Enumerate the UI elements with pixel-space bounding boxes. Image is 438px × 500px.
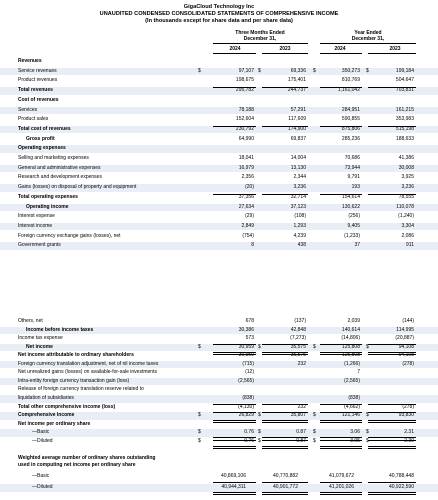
s2-value-col2: 232 bbox=[297, 360, 306, 367]
s2-value-col3: (1,266) bbox=[344, 360, 360, 367]
s2-value-col3: 121,146 bbox=[341, 412, 360, 419]
dollar-sign: $ bbox=[258, 437, 261, 444]
s2-value-col1: (715) bbox=[242, 360, 254, 367]
year-underline-1 bbox=[213, 53, 256, 54]
double-rule bbox=[262, 446, 308, 449]
s1-value-col4: 504,647 bbox=[395, 77, 414, 84]
s1-row bbox=[0, 58, 438, 66]
s1-value-col3: 73,944 bbox=[344, 164, 360, 171]
s1-label: Operating expenses bbox=[18, 145, 66, 152]
page-gap bbox=[0, 253, 438, 315]
dollar-sign: $ bbox=[313, 343, 316, 350]
total-rule bbox=[213, 87, 256, 88]
s2-value-col4: 2.30 bbox=[404, 437, 414, 444]
s1-row bbox=[0, 87, 438, 95]
s2-label: Release of foreign currency translation reserve related to bbox=[18, 386, 144, 393]
total-rule bbox=[213, 194, 256, 195]
s2-label: liquidation of subsidiaries bbox=[18, 394, 74, 401]
year-col-2: 2023 bbox=[279, 46, 291, 52]
s2-label: Income before income taxes bbox=[26, 326, 94, 333]
company-name: GigaCloud Technology Inc bbox=[183, 4, 255, 10]
s1-value-col1: 198,675 bbox=[235, 77, 254, 84]
s2-value-col2: (137) bbox=[294, 318, 306, 324]
s2-value-col3: (2,565) bbox=[344, 377, 360, 384]
total-rule bbox=[320, 344, 362, 345]
s1-value-col1: (20) bbox=[245, 184, 254, 191]
s2-value-col3: 140,614 bbox=[341, 326, 360, 333]
s1-row bbox=[0, 213, 438, 221]
s2-label: Comprehensive Income bbox=[18, 412, 75, 419]
s1-row bbox=[0, 107, 438, 115]
s2-label: Net income attributable to ordinary shareholders bbox=[18, 352, 134, 359]
s1-value-col3: (1,233) bbox=[344, 232, 360, 239]
weighted-diluted-1: 40,944,311 bbox=[221, 484, 246, 490]
s2-value-col4: 94,108 bbox=[398, 343, 414, 350]
s1-label: Services bbox=[18, 106, 38, 113]
total-rule bbox=[368, 87, 416, 88]
s1-value-col1: (754) bbox=[242, 232, 254, 239]
s2-row bbox=[0, 318, 438, 326]
three-months-underline bbox=[213, 43, 308, 44]
s1-label: Operating income bbox=[26, 203, 69, 210]
s1-label: Cost of revenues bbox=[18, 96, 59, 103]
total-rule bbox=[262, 126, 308, 127]
total-rule bbox=[213, 412, 256, 413]
year-col-1: 2024 bbox=[229, 46, 241, 52]
s1-value-col2: 69,837 bbox=[290, 135, 306, 142]
s2-label: Total other comprehensive income (loss) bbox=[18, 403, 116, 410]
s1-value-col3: 70,686 bbox=[344, 155, 360, 161]
s2-row bbox=[0, 352, 438, 360]
s2-value-col2: 232 bbox=[297, 403, 306, 410]
s2-value-col3: 3.05 bbox=[350, 437, 360, 444]
s1-value-col3: 130,622 bbox=[341, 203, 360, 210]
total-rule bbox=[213, 344, 256, 345]
s1-value-col3: 37 bbox=[354, 242, 360, 249]
s1-value-col2: 4,239 bbox=[293, 232, 306, 239]
s1-value-col2: 1,293 bbox=[293, 222, 306, 229]
total-rule bbox=[368, 126, 416, 127]
year-col-4: 2023 bbox=[389, 46, 401, 52]
s2-value-col1: 573 bbox=[245, 335, 254, 342]
s1-value-col2: 3,236 bbox=[293, 184, 306, 191]
s2-value-col3: 3.06 bbox=[350, 429, 360, 436]
s2-value-col3: (4,662) bbox=[344, 403, 360, 410]
s1-value-col2: 69,336 bbox=[290, 67, 306, 74]
s1-label: General and administrative expenses bbox=[18, 164, 101, 171]
three-months-header: Three Months Ended bbox=[235, 30, 285, 36]
s1-value-col2: 2,344 bbox=[293, 174, 306, 181]
s2-value-col2: 35,575 bbox=[290, 343, 306, 350]
dollar-sign: $ bbox=[198, 437, 201, 444]
s1-value-col3: 193 bbox=[351, 184, 360, 191]
s2-value-col1: 30,959 bbox=[238, 352, 254, 359]
s1-value-col1: 230,792 bbox=[235, 125, 254, 132]
s1-value-col1: 295,782 bbox=[235, 87, 254, 94]
weighted-basic-row bbox=[0, 473, 438, 481]
s2-row bbox=[0, 327, 438, 335]
s1-value-col2: 244,737 bbox=[287, 87, 306, 94]
total-rule bbox=[320, 126, 362, 127]
s1-value-col4: 3,925 bbox=[401, 174, 414, 181]
s1-value-col4: 3,304 bbox=[401, 222, 414, 229]
dollar-sign: $ bbox=[258, 343, 261, 350]
double-rule bbox=[368, 446, 416, 449]
s1-value-col4: 3,236 bbox=[401, 184, 414, 191]
s1-row bbox=[0, 126, 438, 134]
s2-label: Intra-entity foreign currency transaction gain (loss) bbox=[18, 377, 130, 384]
total-rule bbox=[368, 344, 416, 345]
s2-value-col1: 0.76 bbox=[244, 429, 254, 436]
year-ended-header: Year Ended bbox=[354, 30, 382, 36]
year-underline-4 bbox=[368, 53, 416, 54]
s1-value-col2: 57,291 bbox=[290, 106, 306, 113]
s1-row bbox=[0, 136, 438, 144]
s2-value-col1: 30,959 bbox=[238, 343, 254, 350]
three-months-date: December 31, bbox=[243, 36, 277, 42]
total-rule bbox=[320, 194, 362, 195]
total-rule bbox=[368, 412, 416, 413]
double-rule bbox=[213, 446, 256, 449]
s1-label: Gross profit bbox=[26, 135, 55, 142]
s2-row bbox=[0, 429, 438, 437]
s2-value-col4: (278) bbox=[402, 360, 414, 367]
s2-label: Foreign currency translation adjustment, net of nil income taxes bbox=[18, 360, 159, 367]
s1-value-col4: 110,078 bbox=[396, 203, 414, 210]
s1-value-col1: 78,188 bbox=[238, 106, 254, 113]
s2-row bbox=[0, 369, 438, 377]
weighted-diluted-label: —Diluted bbox=[32, 484, 53, 490]
dollar-sign: $ bbox=[258, 67, 261, 74]
weighted-basic-label: —Basic bbox=[32, 473, 50, 479]
s1-label: Foreign currency exchange gains (losses), net bbox=[18, 232, 121, 239]
s1-value-col4: 78,555 bbox=[398, 193, 414, 200]
weighted-label-2: used in computing net income per ordinary share bbox=[18, 462, 136, 468]
s1-label: Research and development expenses bbox=[18, 174, 102, 181]
s1-label: Product sales bbox=[18, 116, 49, 123]
s1-value-col1: 37,356 bbox=[238, 193, 254, 200]
s1-row bbox=[0, 165, 438, 173]
s1-row bbox=[0, 68, 438, 76]
s1-value-col1: 8 bbox=[251, 242, 254, 249]
dollar-sign: $ bbox=[366, 429, 369, 436]
s1-value-col3: (256) bbox=[348, 213, 360, 220]
year-ended-underline bbox=[320, 43, 416, 44]
s2-value-col1: (2,565) bbox=[238, 377, 254, 384]
weighted-basic-2: 40,770,882 bbox=[272, 473, 298, 479]
s2-value-col2: 35,807 bbox=[290, 412, 306, 419]
s2-value-col3: (838) bbox=[348, 394, 360, 401]
s1-row bbox=[0, 233, 438, 241]
s1-row bbox=[0, 184, 438, 192]
s1-value-col3: 284,951 bbox=[341, 106, 360, 113]
s1-row bbox=[0, 155, 438, 163]
s1-label: Total operating expenses bbox=[18, 193, 78, 200]
wb-line-3 bbox=[320, 482, 362, 483]
s1-label: Interest expense bbox=[18, 213, 55, 220]
s1-value-col4: (1,240) bbox=[398, 213, 414, 220]
s2-value-col1: 30,386 bbox=[238, 326, 254, 333]
s2-row bbox=[0, 421, 438, 429]
s1-row bbox=[0, 242, 438, 250]
wd-line-4 bbox=[368, 492, 416, 495]
total-rule bbox=[262, 404, 308, 405]
s1-value-col1: 2,356 bbox=[241, 174, 254, 181]
s2-value-col4: 2.31 bbox=[404, 429, 414, 436]
total-rule bbox=[320, 87, 362, 88]
s1-value-col4: 703,831 bbox=[395, 87, 414, 94]
s1-value-col4: 41,386 bbox=[398, 155, 414, 161]
s2-row bbox=[0, 438, 438, 446]
s1-value-col4: 515,198 bbox=[395, 125, 414, 132]
s1-value-col4: 2,086 bbox=[401, 232, 414, 239]
s1-value-col2: 37,123 bbox=[290, 203, 306, 210]
s2-value-col2: 42,848 bbox=[290, 326, 306, 333]
s1-row bbox=[0, 223, 438, 231]
s2-value-col1: (4,130) bbox=[238, 403, 254, 410]
dollar-sign: $ bbox=[198, 412, 201, 419]
s1-row bbox=[0, 145, 438, 153]
total-rule bbox=[320, 404, 362, 405]
s2-label: Others, net bbox=[18, 318, 43, 324]
s1-value-col3: 875,806 bbox=[341, 125, 360, 132]
s1-value-col2: 174,900 bbox=[287, 125, 306, 132]
s2-value-col2: 0.87 bbox=[296, 429, 306, 436]
dollar-sign: $ bbox=[313, 67, 316, 74]
s1-row bbox=[0, 97, 438, 105]
wb-line-4 bbox=[368, 482, 416, 483]
total-rule bbox=[262, 344, 308, 345]
weighted-diluted-3: 41,201,026 bbox=[328, 484, 354, 490]
s1-value-col2: 13,130 bbox=[290, 164, 306, 171]
s1-value-col1: 2,849 bbox=[241, 222, 254, 229]
s1-value-col1: 152,604 bbox=[235, 116, 254, 123]
dollar-sign: $ bbox=[366, 412, 369, 419]
s2-row bbox=[0, 361, 438, 369]
dollar-sign: $ bbox=[198, 429, 201, 436]
weighted-diluted-row bbox=[0, 484, 438, 492]
s2-value-col4: (278) bbox=[402, 403, 414, 410]
s1-value-col2: 175,401 bbox=[287, 77, 306, 84]
s1-value-col3: 1,161,042 bbox=[337, 87, 360, 94]
s1-value-col2: 14,004 bbox=[290, 155, 306, 161]
s2-value-col1: (12) bbox=[245, 369, 254, 376]
s2-row bbox=[0, 378, 438, 386]
year-col-3: 2024 bbox=[334, 46, 346, 52]
total-rule bbox=[368, 194, 416, 195]
s1-value-col3: 590,855 bbox=[341, 116, 360, 123]
s1-value-col1: 27,634 bbox=[238, 203, 254, 210]
s2-value-col2: (7,273) bbox=[290, 335, 306, 342]
s1-value-col2: 438 bbox=[297, 242, 306, 249]
s1-value-col1: 64,990 bbox=[238, 135, 254, 142]
s2-value-col3: 125,808 bbox=[341, 352, 360, 359]
weighted-diluted-4: 40,922,590 bbox=[388, 484, 414, 490]
s1-value-col4: 353,983 bbox=[395, 116, 414, 123]
s1-label: Gains (losses) on disposal of property and equipment bbox=[18, 184, 137, 191]
year-underline-3 bbox=[320, 53, 362, 54]
s1-row bbox=[0, 204, 438, 212]
weighted-basic-1: 40,869,106 bbox=[220, 473, 246, 479]
total-rule bbox=[213, 404, 256, 405]
statement-title: UNAUDITED CONDENSED CONSOLIDATED STATEMENTS OF COMPREHENSIVE INCOME bbox=[99, 11, 339, 17]
wd-line-1 bbox=[213, 492, 256, 495]
dollar-sign: $ bbox=[258, 429, 261, 436]
s1-value-col4: 161,215 bbox=[395, 106, 414, 113]
s1-value-col2: 32,714 bbox=[290, 193, 306, 200]
wd-line-3 bbox=[320, 492, 362, 495]
s1-value-col4: 188,633 bbox=[395, 135, 414, 142]
s2-label: Net income bbox=[26, 343, 53, 350]
statement-units: (In thousands except for share data and per share data) bbox=[145, 18, 293, 24]
s1-row bbox=[0, 77, 438, 85]
s2-value-col4: 94,108 bbox=[398, 352, 414, 359]
weighted-basic-3: 41,079,672 bbox=[328, 473, 354, 479]
s2-value-col3: 125,808 bbox=[341, 343, 360, 350]
dollar-sign: $ bbox=[366, 343, 369, 350]
weighted-label-1: Weighted average number of ordinary shares outstanding bbox=[18, 455, 156, 461]
s1-label: Total revenues bbox=[18, 87, 53, 94]
s2-row bbox=[0, 395, 438, 403]
s1-value-col1: 18,041 bbox=[238, 155, 254, 161]
dollar-sign: $ bbox=[313, 412, 316, 419]
dollar-sign: $ bbox=[258, 412, 261, 419]
s1-value-col3: 9,791 bbox=[347, 174, 360, 181]
s1-value-col4: 911 bbox=[406, 242, 414, 249]
s2-value-col2: 0.87 bbox=[296, 437, 306, 444]
dollar-sign: $ bbox=[198, 67, 201, 74]
s2-value-col1: 678 bbox=[245, 318, 254, 324]
s1-row bbox=[0, 194, 438, 202]
s1-row bbox=[0, 116, 438, 124]
wb-line-1 bbox=[213, 482, 256, 483]
s1-label: Selling and marketing expenses bbox=[18, 155, 89, 161]
s2-value-col3: 7 bbox=[357, 369, 360, 376]
double-rule bbox=[320, 446, 362, 449]
total-rule bbox=[213, 126, 256, 127]
s1-value-col3: 154,614 bbox=[341, 193, 360, 200]
s1-value-col3: 285,236 bbox=[341, 135, 360, 142]
s2-value-col1: 0.76 bbox=[244, 437, 254, 444]
total-rule bbox=[368, 404, 416, 405]
s2-row bbox=[0, 335, 438, 343]
dollar-sign: $ bbox=[366, 67, 369, 74]
year-ended-date: December 31, bbox=[351, 36, 385, 42]
s2-value-col2: 35,575 bbox=[290, 352, 306, 359]
s1-row bbox=[0, 174, 438, 182]
s2-value-col4: 93,830 bbox=[398, 412, 414, 419]
dollar-sign: $ bbox=[313, 429, 316, 436]
year-underline-2 bbox=[262, 53, 308, 54]
wb-line-2 bbox=[262, 482, 308, 483]
s1-value-col1: 97,107 bbox=[238, 67, 254, 74]
dollar-sign: $ bbox=[313, 437, 316, 444]
s1-value-col3: 810,769 bbox=[341, 77, 360, 84]
s2-row bbox=[0, 386, 438, 394]
total-rule bbox=[262, 412, 308, 413]
total-rule bbox=[320, 412, 362, 413]
s2-value-col4: (144) bbox=[402, 318, 414, 324]
s2-label: Net unrealized gains (losses) on available-for-sale investments bbox=[18, 369, 157, 376]
weighted-basic-4: 40,788,448 bbox=[388, 473, 414, 479]
s2-row bbox=[0, 344, 438, 352]
s1-value-col4: 30,008 bbox=[398, 164, 414, 171]
wd-line-2 bbox=[262, 492, 308, 495]
s2-label: Income tax expense bbox=[18, 335, 63, 342]
s2-value-col1: (838) bbox=[242, 394, 254, 401]
s1-value-col2: (108) bbox=[294, 213, 306, 220]
total-rule bbox=[262, 87, 308, 88]
s1-label: Government grants bbox=[18, 242, 61, 249]
dollar-sign: $ bbox=[366, 437, 369, 444]
s2-label: Net income per ordinary share bbox=[18, 420, 91, 427]
s1-label: Revenues bbox=[18, 58, 42, 64]
s1-value-col1: 16,979 bbox=[238, 164, 254, 171]
s2-label: —Diluted bbox=[32, 437, 53, 444]
weighted-diluted-2: 40,901,772 bbox=[272, 484, 298, 490]
s1-label: Total cost of revenues bbox=[18, 125, 71, 132]
s1-value-col1: (29) bbox=[245, 213, 254, 220]
s2-value-col4: 114,995 bbox=[396, 326, 414, 333]
s2-value-col1: 26,829 bbox=[238, 412, 254, 419]
s1-value-col3: 350,273 bbox=[341, 67, 360, 74]
s2-value-col3: (14,806) bbox=[341, 335, 360, 342]
s2-value-col3: 2,039 bbox=[347, 318, 360, 324]
s1-value-col4: 199,184 bbox=[395, 67, 414, 74]
dollar-sign: $ bbox=[198, 343, 201, 350]
s1-label: Interest income bbox=[18, 222, 53, 229]
s2-value-col4: (20,887) bbox=[395, 335, 414, 342]
s2-row bbox=[0, 412, 438, 420]
total-rule bbox=[262, 194, 308, 195]
s1-label: Product revenues bbox=[18, 77, 58, 84]
s1-value-col3: 9,405 bbox=[347, 222, 360, 229]
s1-value-col2: 117,609 bbox=[288, 116, 306, 123]
s1-label: Service revenues bbox=[18, 67, 57, 74]
s2-label: —Basic bbox=[32, 429, 50, 436]
s2-row bbox=[0, 404, 438, 412]
